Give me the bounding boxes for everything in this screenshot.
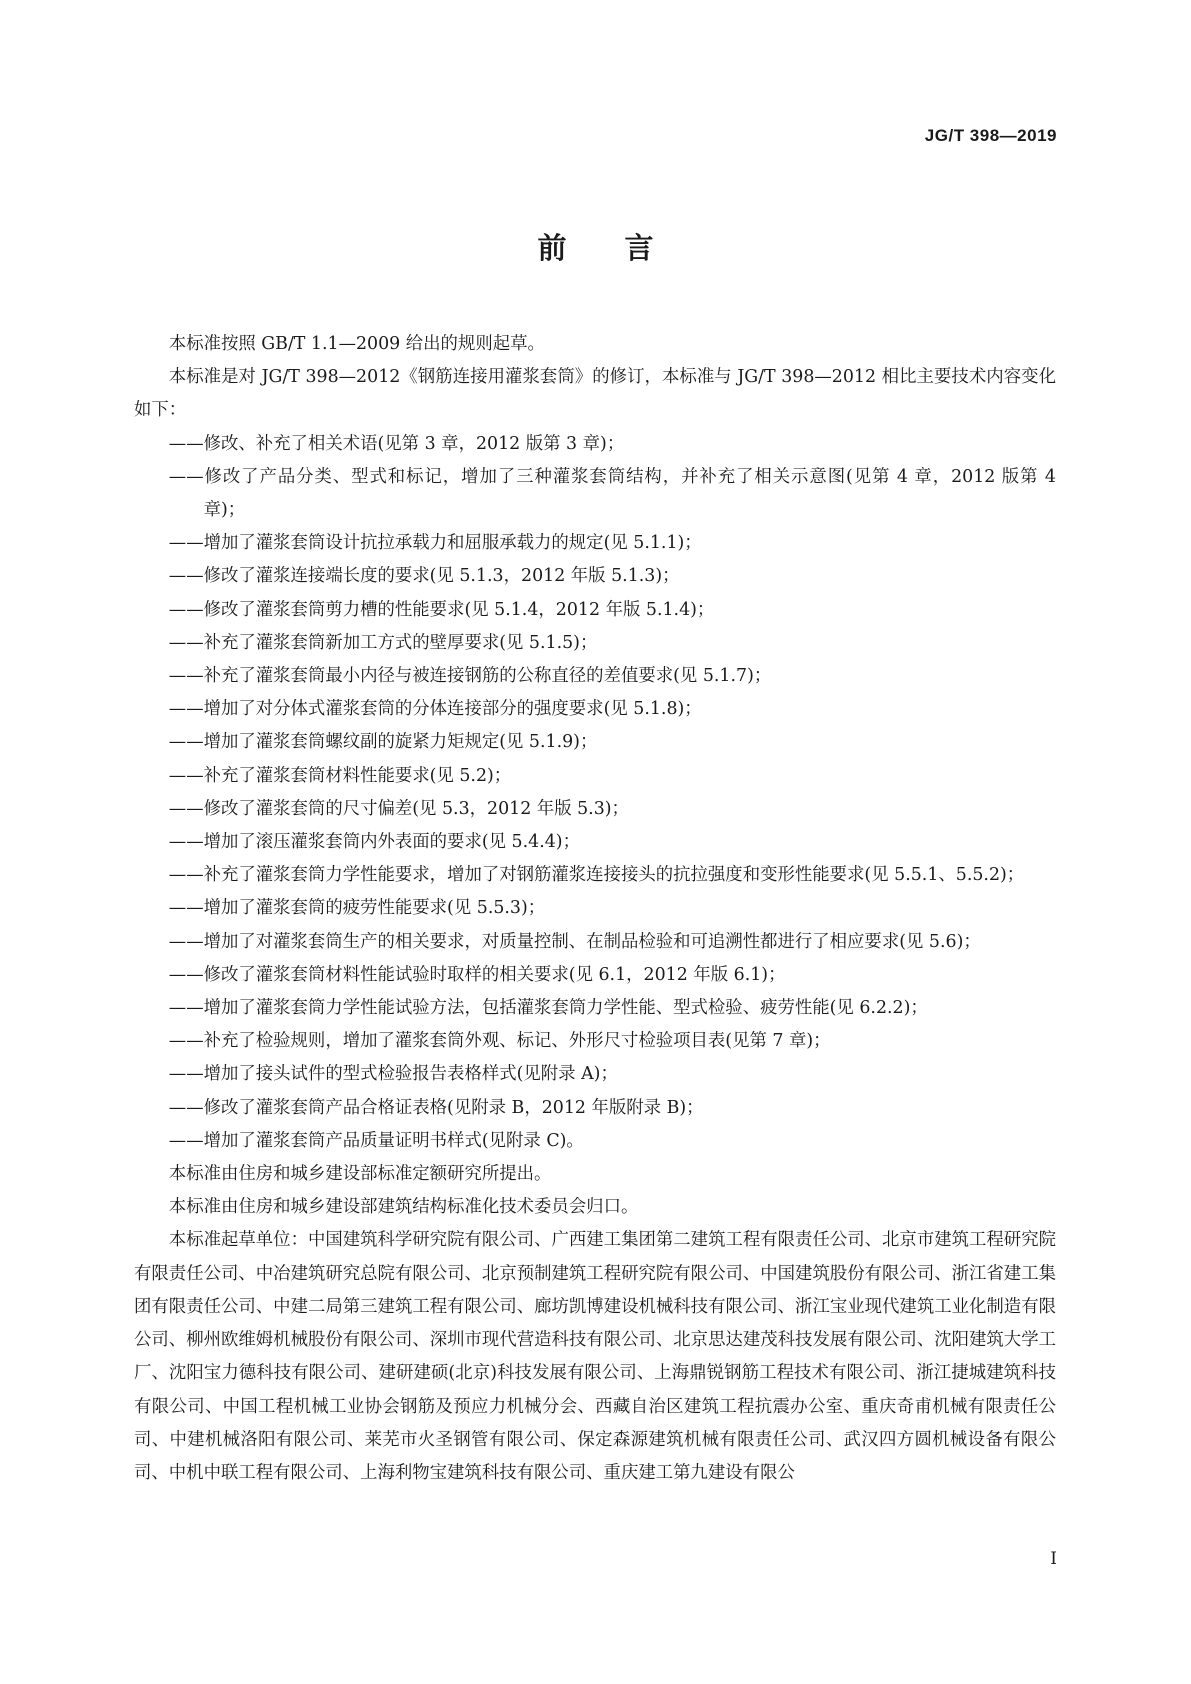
list-item: ——修改了产品分类、型式和标记，增加了三种灌浆套筒结构，并补充了相关示意图(见第 4 章，2012 版第 4 章)； [168, 466, 1056, 521]
proposed-by-paragraph: 本标准由住房和城乡建设部标准定额研究所提出。 [168, 1164, 552, 1185]
page-number: I [1050, 1549, 1057, 1569]
list-item: ——修改了灌浆套筒产品合格证表格(见附录 B，2012 年版附录 B)； [168, 1097, 704, 1118]
foreword-body [134, 328, 1056, 1490]
list-item: ——修改了灌浆套筒剪力槽的性能要求(见 5.1.4，2012 年版 5.1.4)； [168, 599, 715, 620]
list-item: ——补充了灌浆套筒材料性能要求(见 5.2)； [168, 765, 512, 786]
list-item: ——补充了检验规则，增加了灌浆套筒外观、标记、外形尺寸检验项目表(见第 7 章)； [168, 1031, 831, 1052]
intro-paragraph-2: 本标准是对 JG/T 398—2012《钢筋连接用灌浆套筒》的修订，本标准与 JG/T 398—2012 相比主要技术内容变化如下： [134, 367, 1056, 421]
list-item: ——增加了灌浆套筒产品质量证明书样式(见附录 C)。 [168, 1130, 584, 1151]
list-item: ——增加了滚压灌浆套筒内外表面的要求(见 5.4.4)； [168, 832, 580, 853]
changes-list [134, 428, 1056, 1158]
standard-number: JG/T 398—2019 [924, 126, 1057, 145]
list-item: ——增加了灌浆套筒的疲劳性能要求(见 5.5.3)； [168, 898, 546, 919]
list-item: ——修改了灌浆套筒材料性能试验时取样的相关要求(见 6.1，2012 年版 6.1)； [168, 964, 786, 985]
list-item: ——补充了灌浆套筒力学性能要求，增加了对钢筋灌浆连接接头的抗拉强度和变形性能要求(见 5.5.1、5.5.2)； [168, 865, 1025, 886]
list-item: ——增加了对分体式灌浆套筒的分体连接部分的强度要求(见 5.1.8)； [168, 699, 702, 720]
list-item: ——增加了灌浆套筒力学性能试验方法，包括灌浆套筒力学性能、型式检验、疲劳性能(见 6.2.2)； [168, 998, 928, 1019]
intro-paragraph-1: 本标准按照 GB/T 1.1—2009 给出的规则起草。 [168, 334, 545, 354]
list-item: ——修改了灌浆连接端长度的要求(见 5.1.3，2012 年版 5.1.3)； [168, 566, 680, 587]
list-item: ——补充了灌浆套筒最小内径与被连接钢筋的公称直径的差值要求(见 5.1.7)； [168, 666, 772, 687]
managed-by-paragraph: 本标准由住房和城乡建设部建筑结构标准化技术委员会归口。 [168, 1197, 639, 1218]
list-item: ——增加了灌浆套筒设计抗拉承载力和屈服承载力的规定(见 5.1.1)； [168, 533, 702, 554]
list-item: ——增加了接头试件的型式检验报告表格样式(见附录 A)； [168, 1064, 618, 1085]
drafting-units-paragraph: 本标准起草单位：中国建筑科学研究院有限公司、广西建工集团第二建筑工程有限责任公司、北京市建筑工程研究院有限责任公司、中冶建筑研究总院有限公司、北京预制建筑工程研究院有限公司、中国建筑股份有限公司、浙江省建工集团有限责任公司、中建二局第三建筑工程有限公司、廊坊凯博建设机械科技有限公司、浙江宝业现代建筑工业化制造有限公司、柳州欧维姆机械股份有限公司、深圳市现代营造科技有限公司、北京思达建茂科技发展有限公司、沈阳建筑大学工厂、沈阳宝力德科技有限公司、建研建硕(北京)科技发展有限公司、上海鼎锐钢筋工程技术有限公司、浙江捷城建筑科技有限公司、中国工程机械工业协会钢筋及预应力机械分会、西藏自治区建筑工程抗震办公室、重庆奇甫机械有限责任公司、中建机械洛阳有限公司、莱芜市火圣钢管有限公司、保定森源建筑机械有限责任公司、武汉四方圆机械设备有限公司、中机中联工程有限公司、上海利物宝建筑科技有限公司、重庆建工第九建设有限公 [134, 1230, 1056, 1483]
list-item: ——修改、补充了相关术语(见第 3 章，2012 版第 3 章)； [168, 433, 625, 454]
list-item: ——修改了灌浆套筒的尺寸偏差(见 5.3，2012 年版 5.3)； [168, 798, 629, 819]
list-item: ——增加了对灌浆套筒生产的相关要求，对质量控制、在制品检验和可追溯性都进行了相应要求(见 5.6)； [168, 931, 981, 952]
list-item: ——补充了灌浆套筒新加工方式的壁厚要求(见 5.1.5)； [168, 632, 598, 653]
page-title: 前言 [537, 231, 712, 265]
list-item: ——增加了灌浆套筒螺纹副的旋紧力矩规定(见 5.1.9)； [168, 732, 598, 753]
